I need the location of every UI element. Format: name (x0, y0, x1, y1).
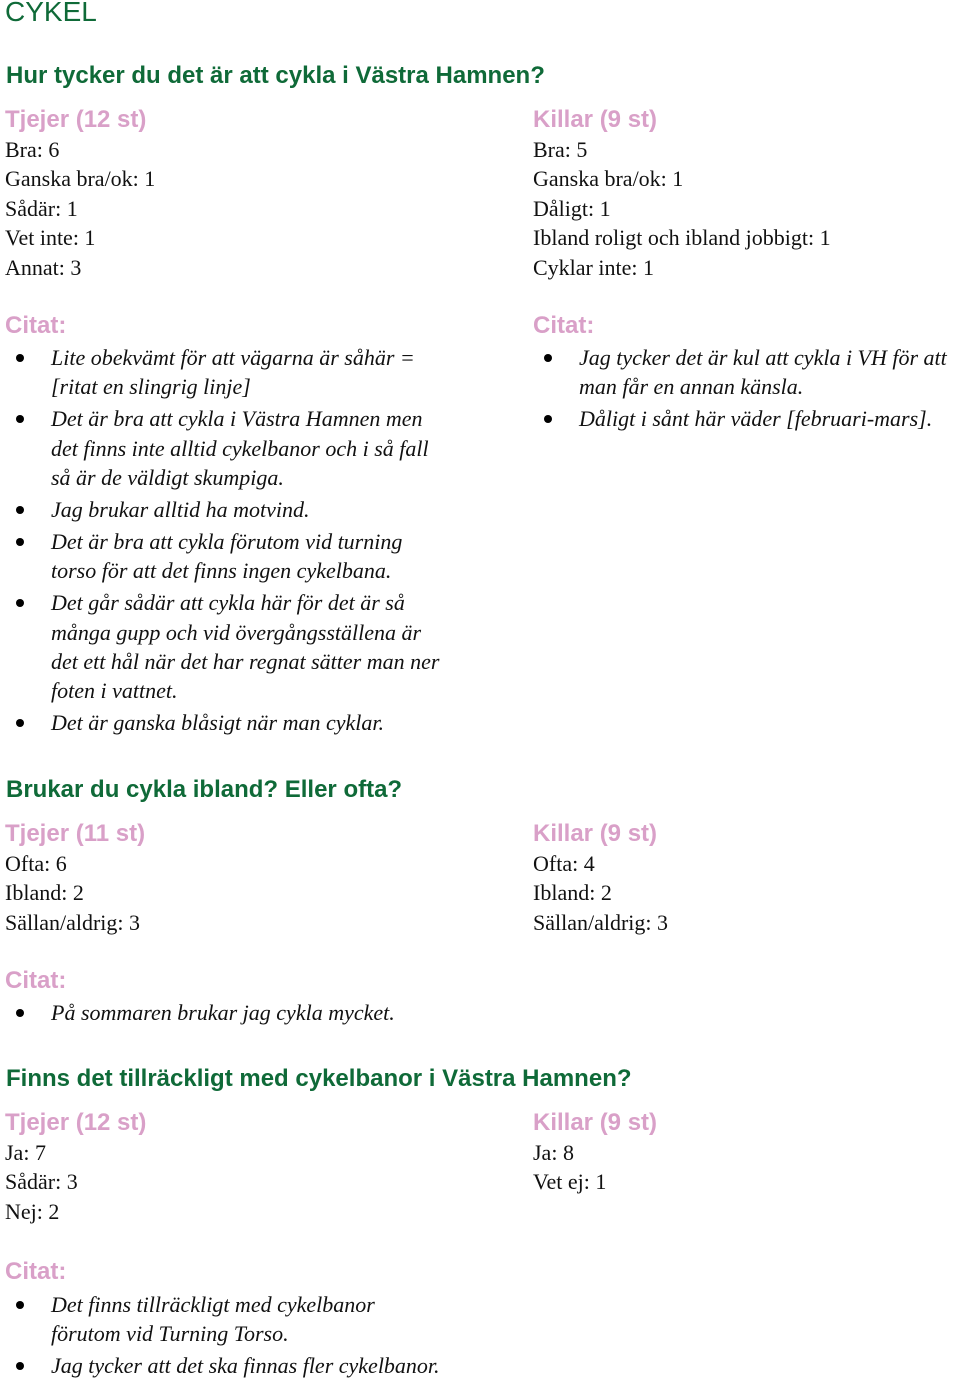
bullet-icon (16, 719, 24, 727)
quote-item (5, 1351, 445, 1380)
result-line: Annat: 3 (5, 254, 82, 280)
quote-item (5, 527, 445, 586)
quote-text: Jag brukar alltid ha motvind. (51, 497, 310, 523)
girls-quote-list-2 (5, 998, 445, 1030)
result-line: Ganska bra/ok: 1 (533, 166, 684, 192)
question-1: Hur tycker du det är att cykla i Västra Hamnen? (6, 62, 545, 89)
bullet-icon (16, 1009, 24, 1017)
question-3: Finns det tillräckligt med cykelbanor i Västra Hamnen? (6, 1065, 632, 1092)
result-line: Ibland: 2 (5, 880, 84, 906)
quote-text: Jag tycker att det ska finnas fler cykelbanor. (51, 1353, 440, 1379)
result-line: Vet ej: 1 (533, 1169, 607, 1195)
bullet-icon (544, 415, 552, 423)
quote-item (533, 404, 959, 433)
quote-item (5, 495, 445, 524)
result-line: Sådär: 3 (5, 1169, 78, 1195)
result-line: Ibland: 2 (533, 880, 612, 906)
result-line: Cyklar inte: 1 (533, 254, 654, 280)
result-line: Nej: 2 (5, 1198, 60, 1224)
bullet-icon (544, 354, 552, 362)
quote-item (5, 998, 445, 1027)
girls-results-3 (5, 1138, 78, 1226)
quote-item (5, 588, 445, 706)
result-line: Vet inte: 1 (5, 225, 96, 251)
boys-heading-3: Killar (9 st) (533, 1109, 658, 1136)
result-line: Ganska bra/ok: 1 (5, 166, 156, 192)
bullet-icon (16, 1301, 24, 1309)
result-line: Sådär: 1 (5, 195, 78, 221)
bullet-icon (16, 538, 24, 546)
boys-results-2 (533, 849, 668, 937)
girls-heading-3: Tjejer (12 st) (5, 1109, 147, 1136)
result-line: Ibland roligt och ibland jobbigt: 1 (533, 225, 831, 251)
bullet-icon (16, 599, 24, 607)
result-line: Bra: 6 (5, 137, 60, 162)
boys-heading-2: Killar (9 st) (533, 820, 658, 847)
bullet-icon (16, 354, 24, 362)
quote-text: Dåligt i sånt här väder [februari-mars]. (579, 406, 933, 432)
boys-results-3 (533, 1138, 606, 1197)
bullet-icon (16, 1362, 24, 1370)
result-line: Bra: 5 (533, 137, 588, 162)
bullet-icon (16, 506, 24, 514)
girls-heading-2: Tjejer (11 st) (5, 820, 146, 847)
result-line: Ja: 7 (5, 1140, 46, 1165)
girls-results-1 (5, 135, 155, 282)
quote-text: Det går sådär att cykla här för det är så många gupp och vid övergångsställena är det ett hål när det har regnat sätter man ner foten i vattnet. (51, 590, 440, 704)
quote-text: Det är bra att cykla förutom vid turning torso för att det finns ingen cykelbana. (51, 528, 403, 584)
quote-text: Lite obekvämt för att vägarna är såhär = [ritat en slingrig linje] (51, 345, 415, 400)
quote-item (5, 404, 445, 492)
boys-heading-1: Killar (9 st) (533, 106, 658, 133)
quote-item (5, 1290, 445, 1349)
result-line: Sällan/aldrig: 3 (533, 909, 669, 935)
result-line: Ofta: 4 (533, 851, 595, 876)
quote-text: På sommaren brukar jag cykla mycket. (51, 1000, 395, 1025)
girls-quote-list-3 (5, 1290, 445, 1383)
girls-quote-heading-1: Citat: (5, 312, 67, 339)
result-line: Dåligt: 1 (533, 195, 611, 221)
quote-text: Jag tycker det är kul att cykla i VH för att man får en annan känsla. (579, 345, 947, 400)
quote-item (5, 708, 445, 737)
quote-text: Det är ganska blåsigt när man cyklar. (51, 710, 385, 736)
girls-results-2 (5, 849, 140, 937)
quote-item (533, 343, 959, 402)
result-line: Sällan/aldrig: 3 (5, 909, 141, 935)
question-2: Brukar du cykla ibland? Eller ofta? (6, 776, 403, 803)
quote-text: Det finns tillräckligt med cykelbanor förutom vid Turning Torso. (51, 1292, 375, 1347)
result-line: Ja: 8 (533, 1140, 574, 1165)
bullet-icon (16, 415, 24, 423)
result-line: Ofta: 6 (5, 851, 67, 876)
boys-quote-heading-1: Citat: (533, 312, 595, 339)
boys-results-1 (533, 135, 831, 282)
quote-text: Det är bra att cykla i Västra Hamnen men det finns inte alltid cykelbanor och i så fall så är de väldigt skumpiga. (51, 406, 429, 491)
boys-quote-list-1 (533, 343, 959, 436)
girls-heading-1: Tjejer (12 st) (5, 106, 147, 133)
girls-quote-heading-2: Citat: (5, 967, 67, 994)
page-title: CYKEL (5, 0, 97, 27)
girls-quote-list-1 (5, 343, 445, 740)
girls-quote-heading-3: Citat: (5, 1258, 67, 1285)
quote-item (5, 343, 445, 402)
